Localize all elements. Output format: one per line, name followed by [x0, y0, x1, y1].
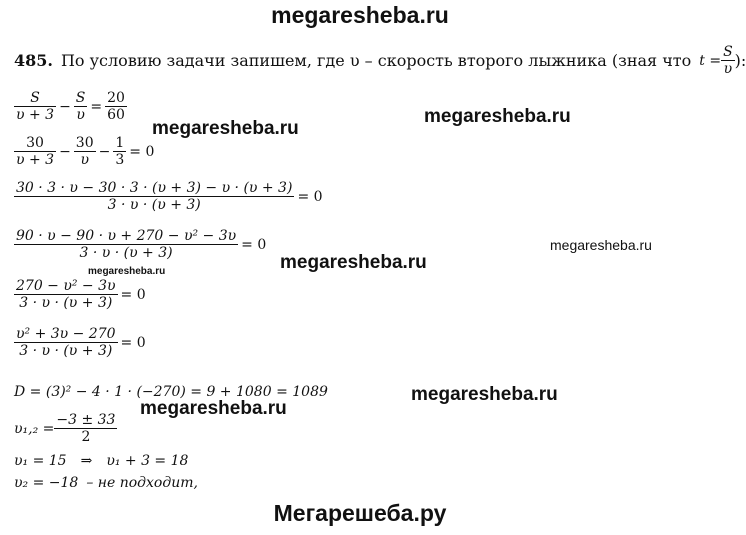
eq5-den: 3 · υ · (υ + 3) — [19, 295, 113, 311]
eq1-f3-den: 60 — [107, 107, 125, 123]
eq1-frac-1 — [14, 90, 56, 123]
roots-num: −3 ± 33 — [56, 412, 116, 428]
eq1-frac-2 — [74, 90, 88, 123]
site-header: megaresheba.ru — [271, 2, 449, 28]
eq2-frac-2 — [74, 135, 96, 168]
watermark: megaresheba.ru — [411, 384, 558, 405]
watermark: megaresheba.ru — [88, 266, 166, 277]
eq2-frac-1 — [14, 135, 56, 168]
intro-formula — [699, 44, 746, 77]
eq3-rhs: = 0 — [297, 188, 323, 205]
watermark: megaresheba.ru — [152, 118, 299, 139]
eq1-eq: = — [90, 98, 103, 115]
root-1-line — [14, 453, 188, 469]
equation-1 — [14, 90, 127, 123]
intro-formula-fraction — [721, 44, 735, 77]
eq1-f2-den: υ — [76, 107, 85, 123]
eq2-f3-num: 1 — [115, 135, 125, 151]
roots-lhs: υ₁,₂ = — [14, 420, 55, 437]
roots-den: 2 — [81, 429, 91, 445]
eq4-rhs: = 0 — [241, 236, 267, 253]
eq4-num: 90 · υ − 90 · υ + 270 − υ² − 3υ — [16, 228, 237, 244]
eq4-den: 3 · υ · (υ + 3) — [79, 245, 173, 261]
eq2-op2: − — [98, 143, 111, 160]
root-1-value: υ₁ = 15 — [14, 453, 67, 469]
equation-4 — [14, 228, 269, 261]
eq3-num: 30 · 3 · υ − 30 · 3 · (υ + 3) − υ · (υ + 3) — [16, 180, 293, 196]
site-footer: Мегарешеба.ру — [273, 500, 447, 526]
root-1-speed: υ₁ + 3 = 18 — [106, 453, 189, 469]
eq4-fraction — [14, 228, 238, 261]
eq2-op1: − — [59, 143, 71, 160]
eq2-f1-num: 30 — [14, 135, 56, 152]
eq2-f2-den: υ — [80, 152, 89, 168]
equation-3 — [14, 180, 326, 213]
discriminant-line: D = (3)² − 4 · 1 · (−270) = 9 + 1080 = 1089 — [14, 384, 328, 400]
watermark: megaresheba.ru — [280, 252, 427, 273]
eq1-op: − — [59, 98, 71, 115]
eq6-fraction — [14, 326, 118, 359]
root-2-value: υ₂ = −18 — [14, 475, 79, 491]
eq6-den: 3 · υ · (υ + 3) — [19, 343, 113, 359]
eq1-f1-num: S — [14, 90, 56, 107]
eq2-f3-den: 3 — [115, 152, 125, 168]
equation-2 — [14, 135, 157, 168]
implies-arrow: ⇒ — [80, 453, 93, 469]
problem-intro: По условию задачи запишем, где υ – скорость второго лыжника (зная что — [60, 51, 692, 70]
watermark: megaresheba.ru — [550, 237, 652, 253]
eq6-num: υ² + 3υ − 270 — [16, 326, 116, 342]
eq2-f1-den: υ + 3 — [16, 152, 55, 168]
eq3-den: 3 · υ · (υ + 3) — [107, 197, 201, 213]
eq5-rhs: = 0 — [120, 286, 146, 303]
equation-6 — [14, 326, 149, 359]
eq1-f3-num: 20 — [107, 90, 125, 106]
roots-formula — [14, 412, 117, 445]
intro-formula-den: υ — [723, 61, 733, 77]
watermark: megaresheba.ru — [140, 398, 287, 419]
root-2-note: – не подходит, — [86, 475, 198, 491]
roots-fraction — [54, 412, 117, 445]
root-2-line — [14, 475, 198, 491]
eq1-frac-3 — [105, 90, 127, 123]
eq5-num: 270 − υ² − 3υ — [16, 278, 116, 294]
eq5-fraction — [14, 278, 118, 311]
watermark: megaresheba.ru — [424, 106, 571, 127]
eq2-f2-num: 30 — [75, 135, 94, 151]
equation-5 — [14, 278, 149, 311]
intro-formula-num: S — [723, 44, 733, 60]
eq6-rhs: = 0 — [120, 334, 146, 351]
eq1-f2-num: S — [75, 90, 86, 106]
eq1-f1-den: υ + 3 — [16, 107, 55, 123]
eq2-frac-3 — [113, 135, 126, 168]
eq3-fraction — [14, 180, 294, 213]
eq2-rhs: = 0 — [129, 143, 155, 160]
problem-intro-line — [14, 44, 746, 77]
intro-formula-lhs: t = — [699, 52, 722, 69]
intro-end: ): — [734, 51, 746, 70]
problem-number: 485. — [14, 51, 53, 70]
